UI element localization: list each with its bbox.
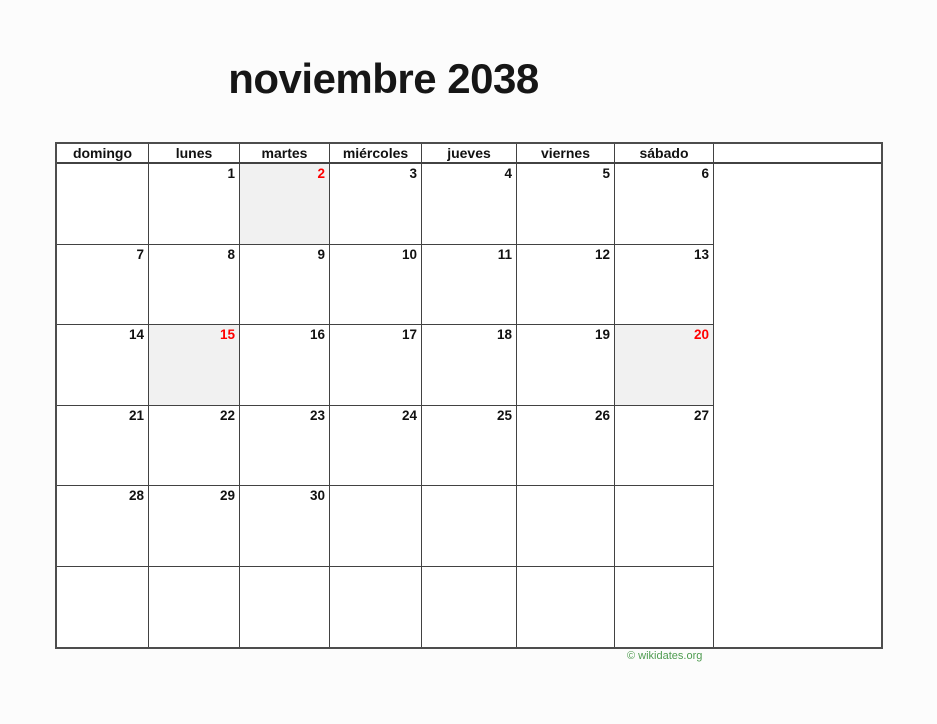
day-cell-25: 25 <box>422 406 517 487</box>
empty-day-cell <box>57 164 149 245</box>
empty-day-cell <box>615 486 714 567</box>
day-cell-28: 28 <box>57 486 149 567</box>
extra-column-header <box>714 144 881 164</box>
empty-day-cell <box>615 567 714 648</box>
day-cell-30: 30 <box>240 486 330 567</box>
day-cell-5: 5 <box>517 164 615 245</box>
day-cell-14: 14 <box>57 325 149 406</box>
day-cell-8: 8 <box>149 245 240 326</box>
day-cell-9: 9 <box>240 245 330 326</box>
day-cell-27: 27 <box>615 406 714 487</box>
empty-day-cell <box>422 567 517 648</box>
empty-day-cell <box>240 567 330 648</box>
empty-day-cell <box>330 567 422 648</box>
day-cell-1: 1 <box>149 164 240 245</box>
page-title: noviembre 2038 <box>228 55 539 102</box>
weekday-header-miércoles: miércoles <box>330 144 422 164</box>
day-cell-20: 20 <box>615 325 714 406</box>
weekday-header-jueves: jueves <box>422 144 517 164</box>
empty-day-cell <box>57 567 149 648</box>
weekday-header-domingo: domingo <box>57 144 149 164</box>
day-cell-10: 10 <box>330 245 422 326</box>
day-cell-19: 19 <box>517 325 615 406</box>
weekday-header-lunes: lunes <box>149 144 240 164</box>
day-cell-12: 12 <box>517 245 615 326</box>
day-cell-16: 16 <box>240 325 330 406</box>
day-cell-24: 24 <box>330 406 422 487</box>
day-cell-11: 11 <box>422 245 517 326</box>
day-cell-2: 2 <box>240 164 330 245</box>
day-cell-26: 26 <box>517 406 615 487</box>
empty-day-cell <box>149 567 240 648</box>
weekday-header-viernes: viernes <box>517 144 615 164</box>
day-cell-21: 21 <box>57 406 149 487</box>
day-cell-4: 4 <box>422 164 517 245</box>
empty-day-cell <box>422 486 517 567</box>
empty-day-cell <box>330 486 422 567</box>
empty-day-cell <box>517 567 615 648</box>
day-cell-29: 29 <box>149 486 240 567</box>
calendar-table <box>55 142 883 649</box>
day-cell-3: 3 <box>330 164 422 245</box>
weekday-header-sábado: sábado <box>615 144 714 164</box>
extra-empty-column <box>714 164 881 647</box>
empty-day-cell <box>517 486 615 567</box>
weekday-header-martes: martes <box>240 144 330 164</box>
day-cell-15: 15 <box>149 325 240 406</box>
day-cell-7: 7 <box>57 245 149 326</box>
wikidates-credit: © wikidates.org <box>627 650 703 662</box>
day-cell-23: 23 <box>240 406 330 487</box>
day-cell-22: 22 <box>149 406 240 487</box>
day-cell-18: 18 <box>422 325 517 406</box>
day-cell-17: 17 <box>330 325 422 406</box>
day-cell-13: 13 <box>615 245 714 326</box>
day-cell-6: 6 <box>615 164 714 245</box>
